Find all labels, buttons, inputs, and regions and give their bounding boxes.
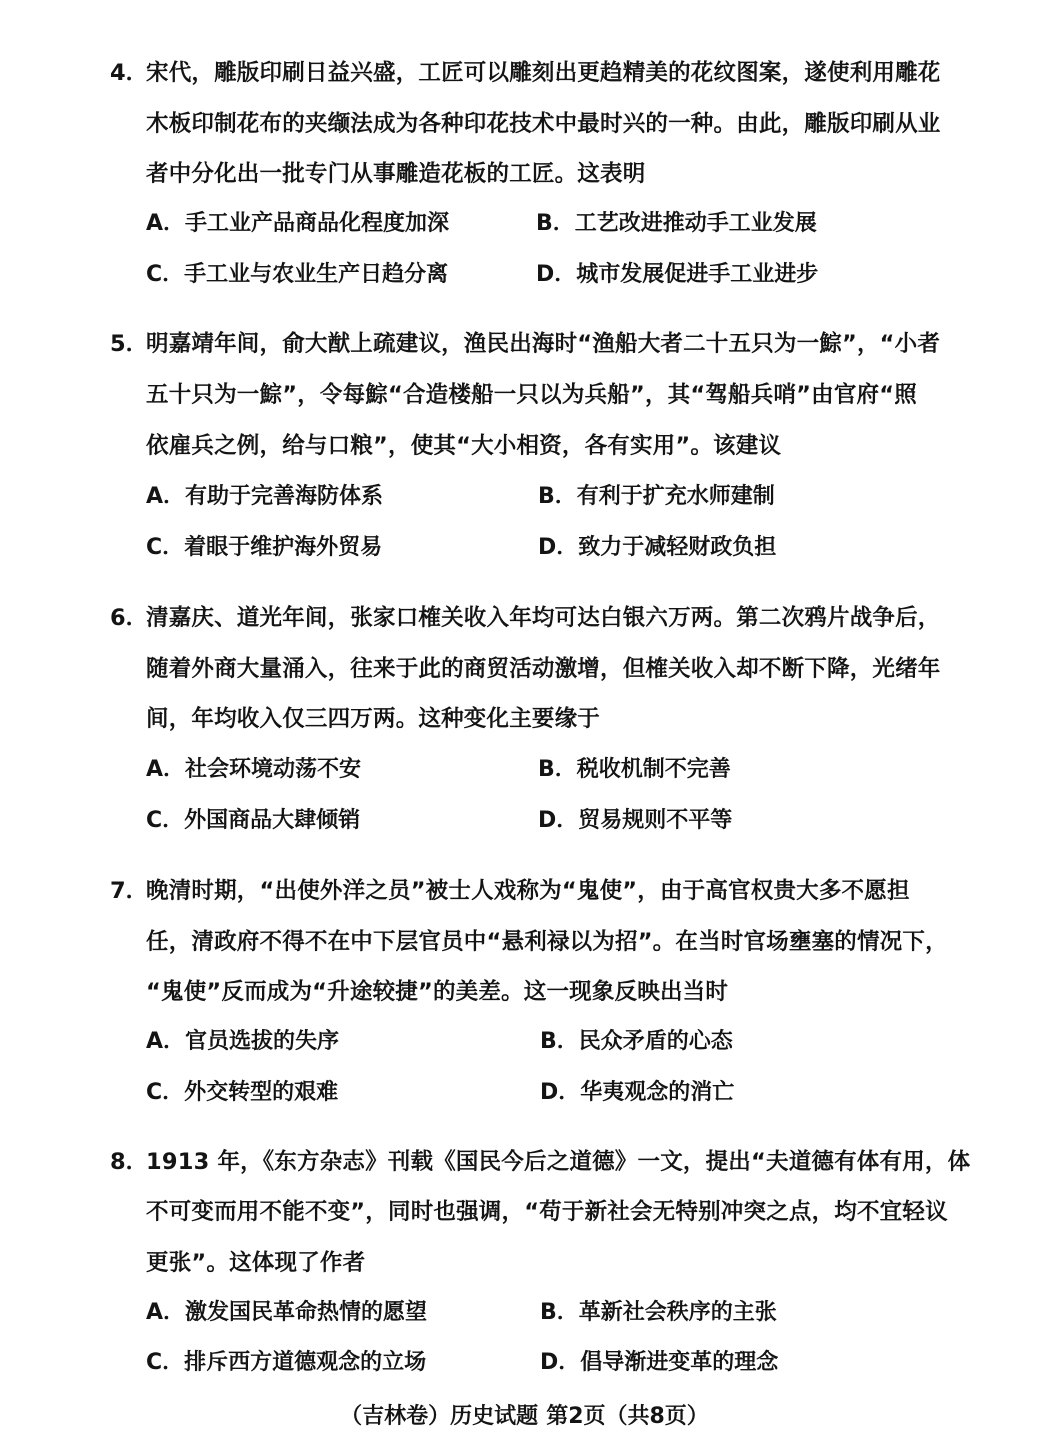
question-number: 7． — [110, 878, 149, 904]
question-stem-line: 依雇兵之例，给与口粮”，使其“大小相资，各有实用”。该建议 — [146, 433, 782, 459]
option-b[interactable]: B．革新社会秩序的主张 — [540, 1300, 777, 1325]
option-b[interactable]: B．民众矛盾的心态 — [540, 1029, 733, 1054]
option-c[interactable]: C．着眼于维护海外贸易 — [146, 535, 383, 560]
question-stem-line: 晚清时期，“出使外洋之员”被士人戏称为“鬼使”，由于高官权贵大多不愿担 — [146, 878, 910, 904]
option-b[interactable]: B．有利于扩充水师建制 — [538, 484, 775, 509]
option-c[interactable]: C．外交转型的艰难 — [146, 1080, 339, 1105]
question-stem-line: 明嘉靖年间，俞大猷上疏建议，渔民出海时“渔船大者二十五只为一鯮”，“小者 — [146, 331, 941, 357]
question-stem-line: 随着外商大量涌入，往来于此的商贸活动激增，但榷关收入却不断下降，光绪年 — [146, 656, 941, 682]
question-number: 6． — [110, 605, 149, 631]
option-a[interactable]: A．社会环境动荡不安 — [146, 757, 362, 782]
page-footer — [0, 1402, 1049, 1432]
question-stem-line: 1913 年，《东方杂志》刊载《国民今后之道德》一文，提出“夫道德有体有用，体 — [146, 1149, 971, 1175]
option-a[interactable]: A．手工业产品商品化程度加深 — [146, 211, 450, 236]
question-stem-line: 间，年均收入仅三四万两。这种变化主要缘于 — [146, 706, 601, 732]
question-stem-line: 者中分化出一批专门从事雕造花板的工匠。这表明 — [146, 161, 646, 187]
option-d[interactable]: D．城市发展促进手工业进步 — [536, 262, 819, 287]
question-stem-line: 更张”。这体现了作者 — [146, 1250, 366, 1276]
option-d[interactable]: D．倡导渐进变革的理念 — [540, 1350, 779, 1375]
question-stem-line: 任，清政府不得不在中下层官员中“悬利禄以为招”。在当时官场壅塞的情况下， — [146, 929, 948, 955]
option-d[interactable]: D．致力于减轻财政负担 — [538, 535, 777, 560]
question-stem-line: “鬼使”反而成为“升途较捷”的美差。这一现象反映出当时 — [146, 979, 729, 1005]
question-number: 4． — [110, 60, 149, 86]
option-c[interactable]: C．排斥西方道德观念的立场 — [146, 1350, 427, 1375]
option-a[interactable]: A．有助于完善海防体系 — [146, 484, 384, 509]
question-stem-line: 宋代，雕版印刷日益兴盛，工匠可以雕刻出更趋精美的花纹图案，遂使利用雕花 — [146, 60, 941, 86]
question-number: 8． — [110, 1149, 149, 1175]
option-c[interactable]: C．外国商品大肆倾销 — [146, 808, 361, 833]
option-b[interactable]: B．税收机制不完善 — [538, 757, 731, 782]
option-d[interactable]: D．华夷观念的消亡 — [540, 1080, 735, 1105]
question-number: 5． — [110, 331, 149, 357]
exam-title: （吉林卷）历史试题 — [340, 1404, 539, 1429]
question-stem-line: 五十只为一鯮”，令每鯮“合造楼船一只以为兵船”，其“驾船兵哨”由官府“照 — [146, 382, 917, 408]
option-b[interactable]: B．工艺改进推动手工业发展 — [536, 211, 817, 236]
option-a[interactable]: A．激发国民革命热情的愿望 — [146, 1300, 428, 1325]
option-d[interactable]: D．贸易规则不平等 — [538, 808, 733, 833]
question-stem-line: 不可变而用不能不变”，同时也强调，“苟于新社会无特别冲突之点，均不宜轻议 — [146, 1199, 948, 1225]
option-a[interactable]: A．官员选拔的失序 — [146, 1029, 340, 1054]
question-stem-line: 木板印制花布的夹缬法成为各种印花技术中最时兴的一种。由此，雕版印刷从业 — [146, 111, 941, 137]
question-stem-line: 清嘉庆、道光年间，张家口榷关收入年均可达白银六万两。第二次鸦片战争后， — [146, 605, 941, 631]
page-number: 第2页（共8页） — [546, 1404, 709, 1429]
option-c[interactable]: C．手工业与农业生产日趋分离 — [146, 262, 449, 287]
